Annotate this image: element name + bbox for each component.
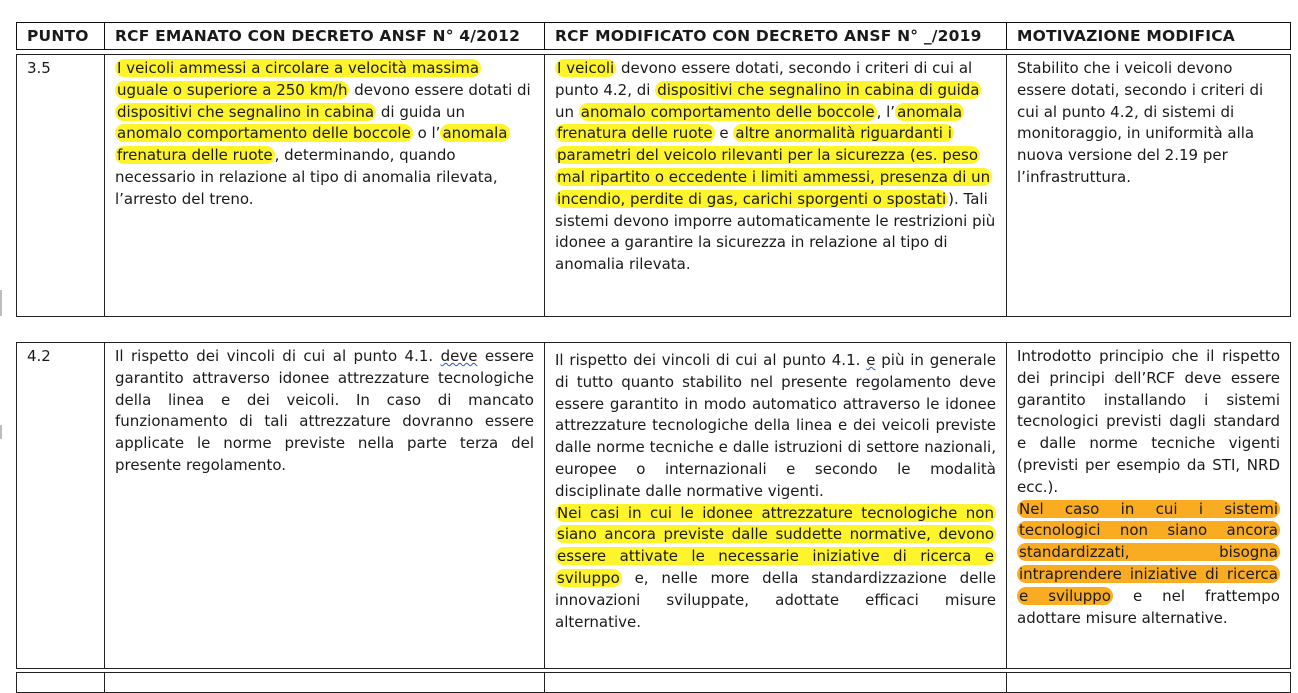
cell-motivazione: Stabilito che i veicoli devono essere dotati, secondo i criteri di cui al punto 4.2, di sistemi di monitoraggio, in uniformità alla nuova versione del 2.19 per l’infrastruttura. [1007,55,1291,317]
highlight-yellow: anomalo comportamento delle boccole [117,124,411,143]
cell-punto: 3.5 [17,55,105,317]
highlight-yellow: I veicoli ammessi a circolare a velocità massima uguale o superiore a 250 km/h [117,59,480,99]
header-motivazione: MOTIVAZIONE MODIFICA [1007,23,1291,50]
spellcheck-underline: e [866,351,876,369]
header-rcf-2012: RCF EMANATO CON DECRETO ANSF N° 4/2012 [105,23,545,50]
highlight-yellow: Nei casi in cui le idonee attrezzature tecnologiche non siano ancora previste dalle suddette normative, devono essere attivate le necessarie iniziative di ricerca e sviluppo [557,503,994,587]
cell-empty [545,673,1007,693]
margin-marker [0,425,2,439]
new-paragraph-2: Nei casi in cui le idonee attrezzature tecnologiche non siano ancora previste dalle suddette normative, devono essere attivate le necessarie iniziative di ricerca e sviluppo e, nelle more della standardizzazione delle innovazioni sviluppate, adottate efficaci misure alternative. [555,503,996,631]
highlight-yellow: anomala frenatura delle ruote [557,102,963,143]
highlight-yellow: altre anormalità riguardanti i parametri del veicolo rilevanti per la sicurezza (es. peso mal ripartito o eccedente i limiti ammessi, presenza di un incendio, perdite di gas, carichi sporgenti o spostati [557,124,991,208]
old-paragraph: I veicoli ammessi a circolare a velocità massima uguale o superiore a 250 km/h devono essere dotati di dispositivi che segnalino in cabina di guida un anomalo comportamento delle boccole o l’ anomala frenatura delle ruote , determinando, quando necessario in relazione al tipo di anomalia rilevata, l’arresto del treno. [115,59,531,208]
cell-new-text [545,55,1007,317]
highlight-yellow: dispositivi che segnalino in cabina di guida [657,80,980,99]
motivazione-paragraph-2: Nel caso in cui i sistemi tecnologici non siano ancora standardizzati, bisogna intraprendere iniziative di ricerca e sviluppo e nel frattempo adottare misure alternative. [1017,499,1280,627]
highlight-yellow: anomala frenatura delle ruote [117,124,508,165]
motivazione-paragraph: Introdotto principio che il rispetto dei principi dell’RCF deve essere garantito installando i sistemi tecnologici previsti dagli standard e dalle norme tecniche vigenti (previsti per esempio da STI, NRD ecc.). [1017,347,1280,496]
cell-old-text [105,55,545,317]
cell-old-text [105,343,545,669]
cell-empty [17,673,105,693]
cell-empty [1007,673,1291,693]
header-punto: PUNTO [17,23,105,50]
highlight-yellow: dispositivi che segnalino in cabina [117,102,375,121]
table-row-4-2 [16,342,1291,669]
new-paragraph: I veicoli devono essere dotati, secondo i criteri di cui al punto 4.2, di dispositivi che segnalino in cabina di guida un anomalo comportamento delle boccole , l’ anomala frenatura delle ruote e altre anormalità riguardanti i parametri del veicolo rilevanti per la sicurezza (es. peso mal ripartito o eccedente i limiti ammessi, presenza di un incendio, perdite di gas, carichi sporgenti o spostati ). Tali sistemi devono imporre automaticamente le restrizioni più idonee a garantire la sicurezza in relazione al tipo di anomalia rilevata. [555,59,996,274]
cell-empty [105,673,545,693]
highlight-yellow: anomalo comportamento delle boccole [580,102,875,121]
cell-motivazione [1007,343,1291,669]
highlight-yellow: I veicoli [557,59,615,77]
spellcheck-underline: deve [440,347,478,365]
old-paragraph: Il rispetto dei vincoli di cui al punto 4.1. deve essere garantito attraverso idonee attrezzature tecnologiche della linea e dei veicoli. In caso di mancato funzionamento di tali attrezzature dovranno essere applicate le norme previste nella parte terza del presente regolamento. [115,347,535,474]
highlight-orange: Nel caso in cui i sistemi tecnologici non siano ancora standardizzati, bisogna intraprendere iniziative di ricerca e sviluppo [1019,499,1278,605]
table-row-partial [16,672,1291,693]
comparison-table-header [16,22,1291,50]
header-rcf-2019: RCF MODIFICATO CON DECRETO ANSF N° _/2019 [545,23,1007,50]
new-paragraph: Il rispetto dei vincoli di cui al punto 4.1. e più in generale di tutto quanto stabilito nel presente regolamento deve essere garantito in modo automatico attraverso le idonee attrezzature tecnologiche della linea e dei veicoli previste dalle norme tecniche e dalle istruzioni di settore nazionali, europee o internazionali e secondo le modalità disciplinate dalle normative vigenti. [555,351,996,500]
cell-punto: 4.2 [17,343,105,669]
table-row-3-5 [16,54,1291,317]
margin-marker [0,290,2,316]
cell-new-text [545,343,1007,669]
